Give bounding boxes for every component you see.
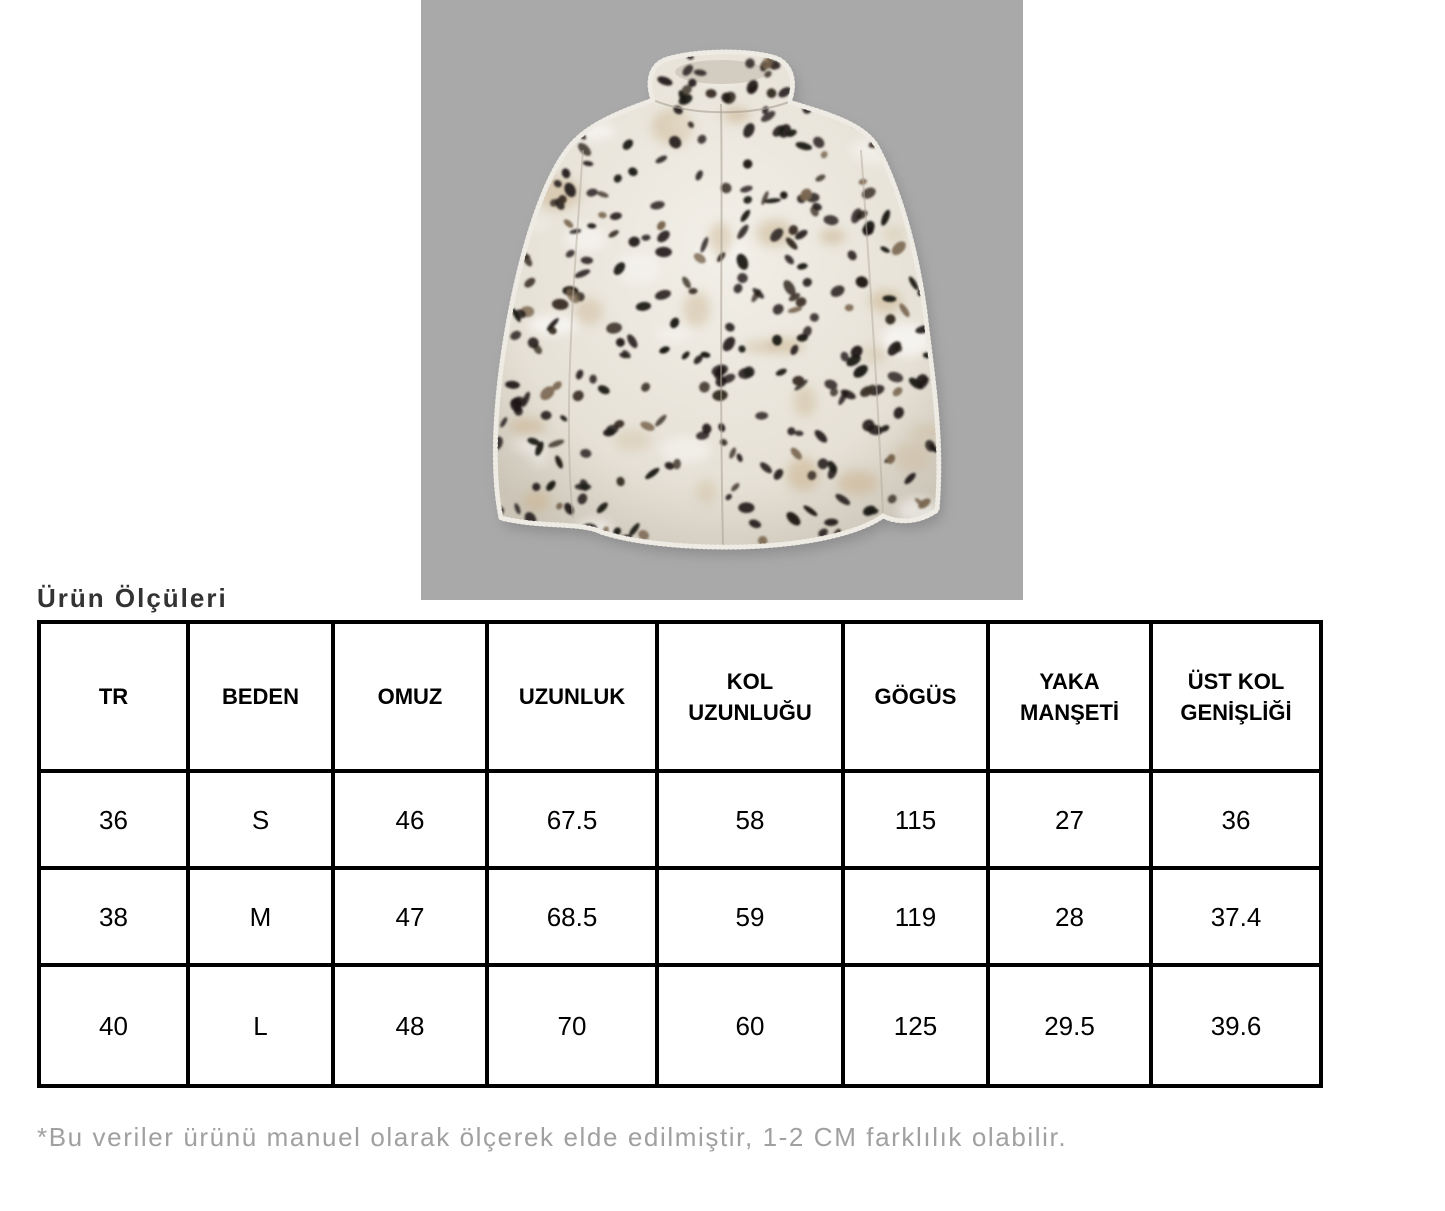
fur-spot [579, 117, 588, 122]
fur-spot [501, 85, 509, 91]
fur-tint [883, 226, 906, 242]
fur-spot [527, 95, 537, 105]
fur-spot [508, 239, 521, 251]
cell-kol-uzunlugu: 58 [659, 773, 841, 866]
fur-spot [872, 71, 885, 84]
fur-spot [886, 82, 898, 96]
fur-spot [518, 160, 532, 177]
fur-spot [490, 245, 501, 257]
fur-tint [807, 88, 834, 103]
fur-spot [514, 207, 527, 223]
cell-tr: 40 [41, 967, 186, 1084]
fur-spot [904, 64, 916, 73]
section-title: Ürün Ölçüleri [37, 583, 228, 613]
fur-spot [521, 197, 532, 209]
fur-spot [512, 205, 524, 217]
fur-spot [900, 161, 914, 170]
header-label: BEDEN [221, 684, 299, 709]
fur-spot [489, 210, 502, 223]
cell-gogus: 119 [845, 870, 986, 963]
header-label: UZUNLUK [518, 684, 626, 709]
fur-spot [525, 82, 534, 91]
cell-kol-uzunlugu: 59 [659, 870, 841, 963]
fur-tint [723, 107, 750, 123]
fur-tint [911, 146, 949, 175]
cell-uzunluk: 70 [489, 967, 655, 1084]
fur-tint [819, 228, 845, 244]
fur-spot [636, 65, 648, 79]
header-omuz [335, 624, 485, 769]
fur-spot [904, 61, 920, 75]
fur-spot [544, 81, 560, 90]
fur-spot [826, 98, 836, 108]
fur-spot [543, 92, 554, 104]
header-label-line1: KOL [726, 668, 774, 694]
fur-spot [822, 65, 836, 78]
cell-yaka-mansheti: 27 [990, 773, 1149, 866]
fur-spot [597, 87, 610, 94]
header-label-line2: MANŞETİ [1020, 699, 1119, 725]
fur-spot [609, 76, 625, 82]
fur-spot [534, 163, 550, 175]
header-label-line2: UZUNLUĞU [688, 699, 812, 725]
jacket-illustration [421, 0, 1023, 600]
fur-spot [898, 64, 910, 72]
product-photo [421, 0, 1023, 600]
fur-tint [660, 437, 711, 464]
fur-spot [890, 130, 906, 141]
fur-spot [925, 118, 938, 130]
fur-spot [528, 102, 545, 115]
cell-beden: M [190, 870, 331, 963]
cell-tr: 36 [41, 773, 186, 866]
header-label-line2: GENİŞLİĞİ [1180, 699, 1292, 725]
fur-spot [930, 161, 945, 177]
fur-spot [930, 261, 946, 274]
fur-tint [869, 101, 907, 115]
fur-spot [836, 97, 846, 110]
fur-spot [919, 105, 932, 117]
cell-gogus: 125 [845, 967, 986, 1084]
fur-spot [932, 139, 945, 154]
cell-beden: L [190, 967, 331, 1084]
fur-spot [802, 95, 812, 103]
fur-tint [874, 111, 896, 137]
cell-kol-uzunlugu: 60 [659, 967, 841, 1084]
fur-spot [869, 541, 885, 552]
fur-spot [928, 189, 947, 207]
fur-spot [905, 163, 921, 178]
fur-spot [934, 89, 945, 100]
fur-spot [513, 154, 530, 169]
fur-spot [567, 96, 576, 108]
fur-spot [528, 65, 539, 78]
fur-spot [552, 533, 568, 547]
cell-uzunluk: 67.5 [489, 773, 655, 866]
header-uzunluk [489, 624, 655, 769]
fur-tint [574, 298, 603, 325]
cell-yaka-mansheti: 28 [990, 870, 1149, 963]
fur-tint [837, 470, 878, 495]
fur-spot [528, 149, 545, 161]
fur-spot [887, 63, 903, 75]
cell-gogus: 115 [845, 773, 986, 866]
cell-ust-kol-genisligi: 36 [1153, 773, 1319, 866]
cell-omuz: 48 [335, 967, 485, 1084]
fur-tint [709, 222, 732, 258]
fur-spot [519, 125, 535, 134]
fur-spot [832, 75, 843, 86]
header-label: OMUZ [377, 684, 443, 709]
header-gogus [845, 624, 986, 769]
fur-spot [629, 78, 647, 95]
fur-spot [582, 107, 599, 117]
cell-ust-kol-genisligi: 39.6 [1153, 967, 1319, 1084]
fur-tint [903, 131, 932, 164]
fur-tint [880, 130, 917, 157]
cell-ust-kol-genisligi: 37.4 [1153, 870, 1319, 963]
header-yaka-mansheti [990, 624, 1149, 769]
fur-spot [562, 105, 576, 115]
cell-tr: 38 [41, 870, 186, 963]
fur-spot [540, 64, 549, 75]
fur-tint [523, 490, 551, 512]
header-beden [190, 624, 331, 769]
fur-spot [562, 70, 578, 88]
fur-spot [938, 298, 949, 310]
fur-spot [621, 66, 634, 79]
header-label-line1: ÜST KOL [1187, 668, 1285, 694]
header-label-line1: YAKA [1039, 668, 1100, 694]
header-tr [41, 624, 186, 769]
fur-spot [939, 365, 950, 378]
fur-tint [565, 224, 606, 252]
fur-spot [599, 90, 614, 109]
cell-omuz: 47 [335, 870, 485, 963]
header-label: GÖGÜS [874, 684, 957, 709]
size-table [37, 620, 1323, 1088]
fur-spot [821, 66, 837, 81]
fur-spot [918, 189, 935, 202]
fur-spot [926, 201, 944, 217]
cell-uzunluk: 68.5 [489, 870, 655, 963]
cell-omuz: 46 [335, 773, 485, 866]
fur-spot [533, 141, 550, 150]
cell-yaka-mansheti: 29.5 [990, 967, 1149, 1084]
fur-spot [497, 236, 513, 247]
header-label: TR [98, 684, 129, 709]
fur-spot [834, 50, 846, 60]
fur-tint [509, 418, 546, 435]
fur-tint [614, 429, 651, 451]
header-ust-kol-genisligi [1153, 624, 1319, 769]
fur-spot [844, 111, 855, 120]
fur-spot [908, 169, 921, 182]
fur-spot [527, 47, 543, 64]
fur-spot [902, 80, 915, 94]
fur-spot [615, 80, 628, 90]
fur-tint [683, 292, 710, 327]
measurement-footnote: *Bu veriler ürünü manuel olarak ölçerek elde edilmiştir, 1-2 CM farklılık olabilir. [37, 1122, 1068, 1152]
fur-spot [526, 126, 539, 139]
fur-tint [696, 480, 717, 504]
fur-spot [830, 73, 849, 85]
cell-beden: S [190, 773, 331, 866]
header-kol-uzunlugu [659, 624, 841, 769]
fur-spot [603, 72, 615, 90]
fur-tint [493, 126, 526, 151]
fur-tint [655, 328, 691, 342]
